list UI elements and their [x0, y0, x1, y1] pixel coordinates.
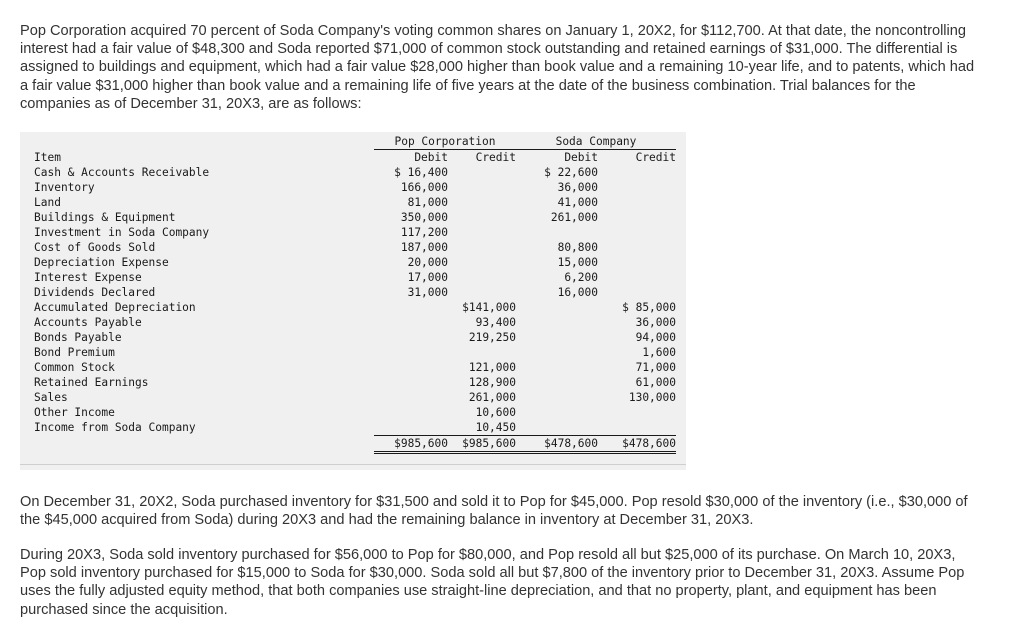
soda-debit-total: $478,600 — [516, 436, 598, 453]
item-cell: Accounts Payable — [34, 316, 142, 329]
pop-credit-cell — [448, 165, 516, 180]
group-header-row — [34, 134, 676, 150]
item-cell: Land — [34, 196, 61, 209]
pop-credit-cell — [448, 210, 516, 225]
soda-debit-header: Debit — [564, 151, 598, 164]
soda-credit-cell — [598, 240, 676, 255]
pop-debit-cell — [374, 360, 448, 375]
panel-bottom-rule — [20, 464, 686, 465]
intro-paragraph: Pop Corporation acquired 70 percent of Soda Company's voting common shares on January 1, 20X2, for $112,700. At that date, the noncontrolling interest had a fair value of $48,300 and Soda reported $71,000 of common stock outstanding and retained earnings of $31,000. The differential is assigned to buildings and equipment, which had a fair value $28,000 higher than book value and a remaining 10-year life, and to patents, which had a fair value $31,000 higher than book value and a remaining life of five years at the date of the business combination. Trial balances for the companies as of December 31, 20X3, are as follows: — [20, 23, 975, 112]
soda-credit-cell — [598, 210, 676, 225]
trial-balance-panel — [20, 132, 686, 470]
soda-debit-cell — [516, 390, 598, 405]
pop-credit-cell: 261,000 — [468, 391, 516, 404]
inventory-paragraph-1: On December 31, 20X2, Soda purchased inventory for $31,500 and sold it to Pop for $45,000. Pop resold $30,000 of the inventory (i.e., $30,000 of the $45,000 acquired from Soda) during 20X3 and had the remaining balance in inventory at December 31, 20X3. — [20, 494, 968, 529]
table-row — [34, 330, 676, 345]
soda-credit-header: Credit — [635, 151, 676, 164]
pop-debit-cell — [374, 300, 448, 315]
soda-credit-cell: 94,000 — [635, 331, 676, 344]
table-row — [34, 345, 676, 360]
soda-credit-cell: 36,000 — [635, 316, 676, 329]
item-cell: Sales — [34, 391, 68, 404]
table-row — [34, 270, 676, 285]
column-header-row — [34, 150, 676, 166]
soda-credit-cell: 71,000 — [635, 361, 676, 374]
pop-debit-cell: 31,000 — [407, 286, 448, 299]
table-row — [34, 375, 676, 390]
item-cell: Cost of Goods Sold — [34, 241, 156, 254]
soda-credit-cell — [598, 180, 676, 195]
soda-debit-cell: 6,200 — [564, 271, 598, 284]
pop-credit-cell — [448, 195, 516, 210]
pop-credit-cell — [448, 225, 516, 240]
item-cell: Cash & Accounts Receivable — [34, 166, 210, 179]
soda-debit-cell — [516, 225, 598, 240]
soda-credit-cell: 61,000 — [635, 376, 676, 389]
table-row — [34, 180, 676, 195]
pop-credit-cell: $141,000 — [462, 301, 516, 314]
soda-debit-cell — [516, 345, 598, 360]
item-cell: Bond Premium — [34, 346, 115, 359]
soda-company-header: Soda Company — [516, 134, 676, 150]
pop-debit-total: $985,600 — [374, 436, 448, 453]
table-row — [34, 390, 676, 405]
soda-debit-cell — [516, 375, 598, 390]
item-cell: Accumulated Depreciation — [34, 301, 196, 314]
pop-credit-cell — [448, 345, 516, 360]
pop-credit-header: Credit — [475, 151, 516, 164]
pop-credit-cell — [448, 240, 516, 255]
soda-credit-cell — [598, 165, 676, 180]
item-cell: Depreciation Expense — [34, 256, 169, 269]
table-row — [34, 285, 676, 300]
soda-credit-cell — [598, 285, 676, 300]
pop-credit-cell — [448, 255, 516, 270]
soda-debit-cell: 261,000 — [550, 211, 598, 224]
item-cell: Inventory — [34, 181, 95, 194]
item-cell: Other Income — [34, 406, 115, 419]
pop-credit-cell: 219,250 — [468, 331, 516, 344]
item-cell: Retained Earnings — [34, 376, 149, 389]
pop-debit-cell — [374, 390, 448, 405]
pop-credit-cell — [448, 270, 516, 285]
soda-debit-cell — [516, 330, 598, 345]
soda-debit-cell: 80,800 — [557, 241, 598, 254]
soda-credit-cell: 130,000 — [628, 391, 676, 404]
pop-debit-cell — [374, 315, 448, 330]
item-cell: Investment in Soda Company — [34, 226, 210, 239]
soda-credit-cell — [598, 270, 676, 285]
table-row — [34, 405, 676, 420]
soda-debit-cell: 36,000 — [557, 181, 598, 194]
item-cell: Buildings & Equipment — [34, 211, 176, 224]
soda-credit-total: $478,600 — [598, 436, 676, 453]
pop-debit-cell — [374, 345, 448, 360]
pop-debit-cell: $ 16,400 — [394, 166, 448, 179]
soda-debit-cell: $ 22,600 — [544, 166, 598, 179]
soda-debit-cell: 16,000 — [557, 286, 598, 299]
item-cell: Common Stock — [34, 361, 115, 374]
pop-debit-cell: 187,000 — [400, 241, 448, 254]
pop-debit-header: Debit — [414, 151, 448, 164]
soda-debit-cell — [516, 300, 598, 315]
pop-credit-cell — [448, 180, 516, 195]
soda-debit-cell: 15,000 — [557, 256, 598, 269]
table-row — [34, 300, 676, 315]
pop-credit-cell: 10,600 — [475, 406, 516, 419]
totals-row — [34, 436, 676, 453]
pop-debit-cell — [374, 420, 448, 436]
table-row — [34, 195, 676, 210]
pop-debit-cell: 166,000 — [400, 181, 448, 194]
item-cell: Dividends Declared — [34, 286, 156, 299]
inventory-paragraph-2: During 20X3, Soda sold inventory purchased for $56,000 to Pop for $80,000, and Pop resold all but $25,000 of its purchase. On March 10, 20X3, Pop sold inventory purchased for $15,000 to Soda for $30,000. Soda sold all but $7,800 of the inventory prior to December 31, 20X3. Assume Pop uses the fully adjusted equity method, that both companies use straight-line depreciation, and that no property, plant, and equipment has been purchased since the acquisition. — [20, 547, 965, 618]
item-header: Item — [34, 150, 61, 164]
pop-credit-cell: 93,400 — [475, 316, 516, 329]
pop-credit-cell: 121,000 — [468, 361, 516, 374]
pop-credit-cell: 128,900 — [468, 376, 516, 389]
pop-debit-cell: 20,000 — [407, 256, 448, 269]
table-row — [34, 420, 676, 436]
pop-debit-cell: 350,000 — [400, 211, 448, 224]
soda-credit-cell: 1,600 — [642, 346, 676, 359]
soda-credit-cell: $ 85,000 — [622, 301, 676, 314]
soda-credit-cell — [598, 255, 676, 270]
table-row — [34, 315, 676, 330]
pop-credit-total: $985,600 — [448, 436, 516, 453]
pop-debit-cell: 117,200 — [400, 226, 448, 239]
pop-credit-cell: 10,450 — [475, 421, 516, 434]
soda-credit-cell — [598, 225, 676, 240]
pop-debit-cell — [374, 375, 448, 390]
soda-credit-cell — [598, 420, 676, 436]
soda-credit-cell — [598, 405, 676, 420]
item-cell: Interest Expense — [34, 271, 142, 284]
soda-debit-cell — [516, 360, 598, 375]
pop-debit-cell — [374, 405, 448, 420]
pop-credit-cell — [448, 285, 516, 300]
soda-credit-cell — [598, 195, 676, 210]
item-cell: Income from Soda Company — [34, 421, 196, 435]
pop-debit-cell: 81,000 — [407, 196, 448, 209]
pop-debit-cell: 17,000 — [407, 271, 448, 284]
pop-debit-cell — [374, 330, 448, 345]
soda-debit-cell — [516, 405, 598, 420]
table-row — [34, 210, 676, 225]
table-row — [34, 225, 676, 240]
trial-balance-table — [34, 134, 676, 454]
soda-debit-cell — [516, 315, 598, 330]
item-cell: Bonds Payable — [34, 331, 122, 344]
table-row — [34, 360, 676, 375]
table-row — [34, 165, 676, 180]
soda-debit-cell: 41,000 — [557, 196, 598, 209]
table-row — [34, 255, 676, 270]
pop-corporation-header: Pop Corporation — [374, 134, 516, 150]
soda-debit-cell — [516, 420, 598, 436]
table-row — [34, 240, 676, 255]
